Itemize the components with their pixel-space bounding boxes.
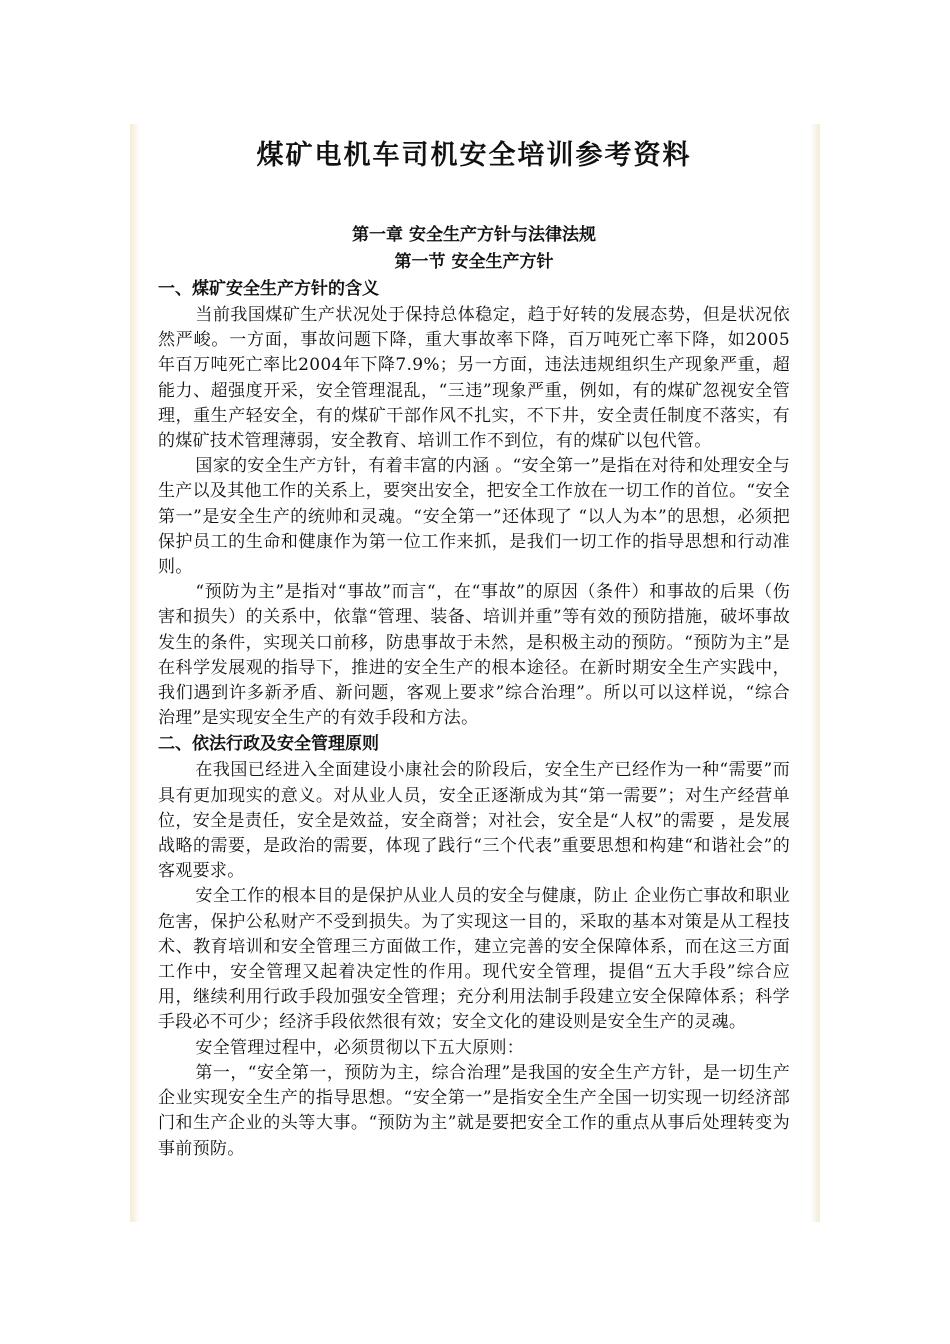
section-heading: 第一节 安全生产方针 [394,252,554,272]
subheading-policy-meaning: 一、煤矿安全生产方针的含义 [158,279,379,299]
paragraph: 国家的安全生产方针，有着丰富的内涵 。“安全第一”是指在对待和处理安全与生产以及其他工作的关系上，要突出安全，把安全工作放在一切工作的首位。“安全第一”是安全生产的统帅和灵魂。“安全第一”还体现了 “以人为本”的思想，必须把保护员工的生命和健康作为第一位工作来抓，是我们一切工作的指导思想和行动准则。 [158,456,790,578]
subheading-management-principles: 二、依法行政及安全管理原则 [158,734,379,755]
page-left-edge [130,124,140,1222]
document-title: 煤矿电机车司机安全培训参考资料 [256,140,692,171]
paragraph: 当前我国煤矿生产状况处于保持总体稳定，趋于好转的发展态势，但是状况依然严峻。一方面，事故问题下降，重大事故率下降，百万吨死亡率下降，如2005年百万吨死亡率比2004年下降7.9%；另一方面，违法违规组织生产现象严重，超能力、超强度开采，安全管理混乱，“三违”现象严重，例如，有的煤矿忽视安全管理，重生产轻安全，有的煤矿干部作风不扎实，不下井，安全责任制度不落实，有的煤矿技术管理薄弱，安全教育、培训工作不到位，有的煤矿以包代管。 [158,305,790,452]
document-content [158,132,790,1162]
page-right-edge [810,124,820,1222]
chapter-heading: 第一章 安全生产方针与法律法规 [352,225,596,245]
paragraph: 安全工作的根本目的是保护从业人员的安全与健康，防止 企业伤亡事故和职业危害，保护公私财产不受到损失。为了实现这一目的，采取的基本对策是从工程技术、教育培训和安全管理三方面做工作，建立完善的安全保障体系，而在这三方面工作中，安全管理又起着决定性的作用。现代安全管理，提倡“五大手段”综合应用，继续利用行政手段加强安全管理；充分利用法制手段建立安全保障体系；科学手段必不可少；经济手段依然很有效；安全文化的建设则是安全生产的灵魂。 [158,886,790,1033]
paragraph: 第一，“安全第一，预防为主，综合治理”是我国的安全生产方针，是一切生产企业实现安全生产的指导思想。“安全第一”是指安全生产全国一切实现一切经济部门和生产企业的头等大事。“预防为主”就是要把安全工作的重点从事后处理转变为事前预防。 [158,1062,790,1159]
title-spacer [158,180,790,222]
paragraph: “预防为主”是指对“事故”而言“，在“事故”的原因（条件）和事故的后果（伤害和损失）的关系中，依靠“管理、装备、培训并重”等有效的预防措施，破坏事故发生的条件，实现关口前移，防患事故于未然，是积极主动的预防。“预防为主”是在科学发展观的指导下，推进的安全生产的根本途径。在新时期安全生产实践中，我们遇到许多新矛盾、新问题，客观上要求”综合治理”。所以可以这样说，“综合治理”是实现安全生产的有效手段和方法。 [158,582,790,729]
paragraph: 安全管理过程中，必须贯彻以下五大原则： [195,1037,525,1058]
paragraph: 在我国已经进入全面建设小康社会的阶段后，安全生产已经作为一种“需要”而具有更加现实的意义。对从业人员，安全正逐渐成为其“第一需要”；对生产经营单位，安全是责任，安全是效益，安全商誉；对社会，安全是“人权”的需要 ，是发展战略的需要，是政治的需要，体现了践行“三个代表”重要思想和构建“和谐社会”的客观要求。 [158,760,790,882]
